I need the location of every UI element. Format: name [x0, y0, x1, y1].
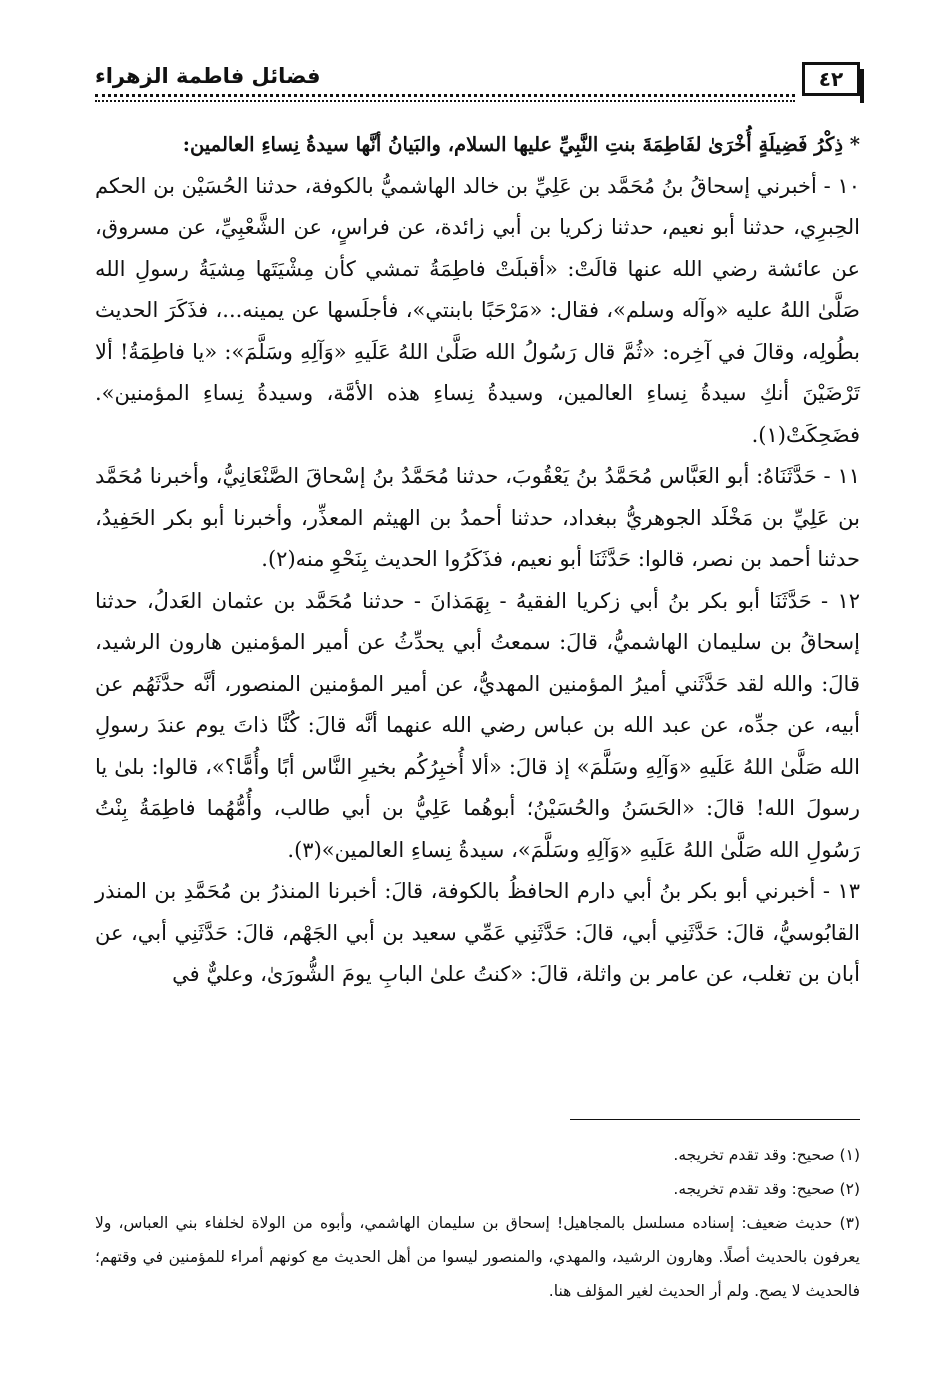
- footnote-2: (٢) صحيح: وقد تقدم تخريجه.: [673, 1180, 860, 1198]
- footnotes: [95, 1138, 860, 1308]
- main-text: [95, 124, 860, 996]
- hadith-10: ١٠ - أخبرني إسحاقُ بنُ مُحَمَّد بن عَلِيِّ بن خالد الهاشميُّ بالكوفة، حدثنا الحُسَيْن بن الحكم الحِبرِي، حدثنا أبو نعيم، حدثنا زكريا بن أبي زائدة، عن فراسٍ، عن الشَّعْبِيِّ، عن مسروق، عن عائشة رضي الله عنها قالَتْ: «أقبلَتْ فاطِمَةُ تمشي كأن مِشْيَتَها مِشيَةُ رسولِ الله صَلَّىٰ اللهُ عليه «وآله وسلم»، فقال: «مَرْحَبًا بابنتي»، فأجلَسها عن يمينه...، فذَكَرَ الحديث بطُولِه، وقالَ في آخِره: «ثُمَّ قال رَسُولُ الله صَلَّىٰ اللهُ عَلَيهِ «وَآلِهِ وسَلَّمَ»: «يا فاطِمَةُ! ألا تَرْضَيْنَ أنكِ سيدةُ نِساءِ العالمين، وسيدةُ نِساءِ هذه الأمَّة، وسيدةُ نِساءِ المؤمنين». فضَحِكَتْ(١).: [95, 173, 860, 447]
- hadith-12: ١٢ - حَدَّثَنَا أبو بكر بنُ أبي زكريا الفقيهُ - بِهَمَذانَ - حدثنا مُحَمَّد بن عثمان العَدلُ، حدثنا إسحاقُ بن سليمان الهاشميُّ، قالَ: سمعتُ أبي يحدِّثُ عن أمير المؤمنين هارون الرشيد، قالَ: والله لقد حَدَّثَني أميرُ المؤمنين المهديُّ، عن أمير المؤمنين المنصور، أنَّه حدَّثَهُم عن أبيه، عن جدِّه، عن عبد الله بن عباس رضي الله عنهما أنَّه قالَ: كُنَّا ذاتَ يوم عندَ رسولِ الله صَلَّىٰ اللهُ عَلَيهِ «وَآلِهِ وسَلَّمَ» إذ قالَ: «ألا أُخبِرُكُم بخيرِ النَّاس أبًا وأُمًّا؟»، قالوا: بلىٰ يا رسولَ الله! قالَ: «الحَسَنُ والحُسَيْنُ؛ أبوهُما عَلِيُّ بن أبي طالب، وأُمُّهُما فاطِمَةُ بِنْتُ رَسُولِ الله صَلَّىٰ اللهُ عَلَيهِ «وَآلِهِ وسَلَّمَ»، سيدةُ نِساءِ العالمين»(٣).: [95, 588, 860, 862]
- footnote-1: (١) صحيح: وقد تقدم تخريجه.: [673, 1146, 860, 1164]
- running-title: فضائل فاطمة الزهراء: [95, 64, 321, 88]
- hadith-13: ١٣ - أخبرني أبو بكر بنُ أبي دارم الحافظُ بالكوفة، قالَ: أخبرنا المنذرُ بن مُحَمَّدِ بن المنذر القابُوسيُّ، قالَ: حَدَّثَنِي أبي، قالَ: حَدَّثَنِي عَمِّي سعيد بن أبي الجَهْم، قالَ: حَدَّثَنِي أبي، عن أبان بن تغلب، عن عامر بن واثلة، قالَ: «كنتُ علىٰ البابِ يومَ الشُّورَىٰ، وعليٌّ في: [95, 879, 860, 986]
- book-page: [95, 62, 860, 1352]
- hadith-11: ١١ - حَدَّثَنَاهُ: أبو العَبَّاس مُحَمَّدُ بنُ يَعْقُوبَ، حدثنا مُحَمَّدُ بنُ إسْحاقَ الصَّنْعَانِيُّ، وأخبرنا مُحَمَّد بن عَلِيِّ بن مَخْلَد الجوهريُّ ببغداد، حدثنا أحمدُ بن الهيثم المعذِّر، وأخبرنا أبو بكر الحَفِيدُ، حدثنا أحمد بن نصر، قالوا: حَدَّثَنَا أبو نعيم، فذَكَرُوا الحديث بِنَحْوِ منه(٢).: [95, 464, 860, 571]
- page-number: ٤٢: [802, 62, 860, 96]
- footnote-separator: [570, 1119, 860, 1120]
- page-header: [95, 62, 860, 102]
- header-dotted-rule: [95, 94, 795, 97]
- footnote-3: (٣) حديث ضعيف: إسناده مسلسل بالمجاهيل! إسحاق بن سليمان الهاشمي، وأبوه من الولاة لخلفاء بني العباس، ولا يعرفون بالحديث أصلًا. وهارون الرشيد، والمهدي، والمنصور ليسوا من أهل الحديث مع كونهم أمراء للمؤمنين في وقتهم؛ فالحديث لا يصح. ولم أر الحديث لغير المؤلف هنا.: [95, 1214, 860, 1300]
- section-heading: * ذِكْرُ فَضِيلَةٍ أُخْرَىٰ لفَاطِمَةَ بنتِ النَّبِيِّ عليها السلام، والبَيانُ أنَّها سيدةُ نِساءِ العالمين:: [182, 133, 860, 156]
- header-dotted-rule-lower: [95, 100, 795, 102]
